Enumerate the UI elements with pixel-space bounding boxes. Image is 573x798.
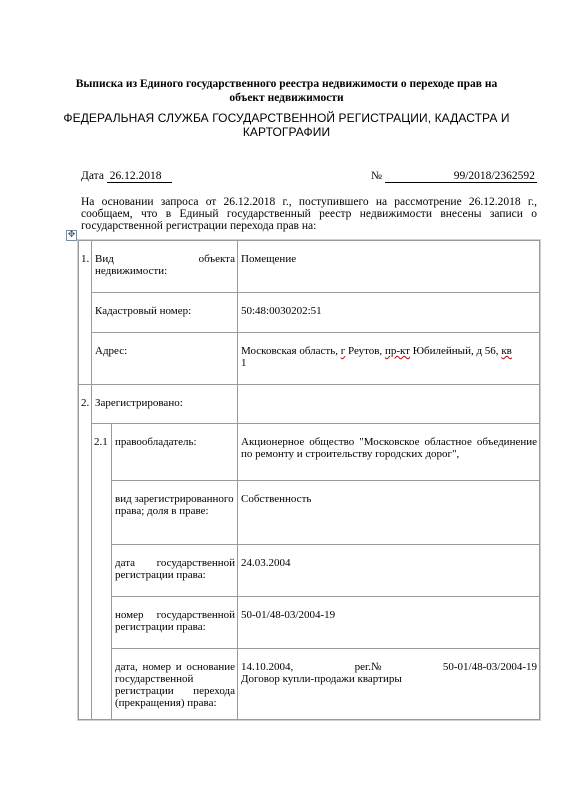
intro-paragraph: На основании запроса от 26.12.2018 г., поступившего на рассмотрение 26.12.2018 г., сообщаем, что в Единый государственный реестр недвижимости внесены записи о государственной регистрации перехода прав на: xyxy=(81,196,537,232)
document-number-field xyxy=(371,170,537,183)
date-value: 26.12.2018 xyxy=(107,170,172,183)
object-type-value: Помещение xyxy=(238,241,540,293)
address-text: Московская область, xyxy=(241,345,341,357)
address-value xyxy=(238,333,540,385)
table-row xyxy=(79,424,540,481)
cadastral-value: 50:48:0030202:51 xyxy=(238,293,540,333)
document-number-value: 99/2018/2362592 xyxy=(385,170,537,183)
holder-value: Акционерное общество "Московское областное объединение по ремонту и строительству городских дорог", xyxy=(238,424,540,481)
table-row xyxy=(79,597,540,649)
basis-value xyxy=(238,649,540,720)
row-number: 2. xyxy=(79,385,92,720)
address-text: Юбилейный, д 56, xyxy=(410,345,502,357)
document-number-label: № xyxy=(371,170,382,182)
table-row xyxy=(79,649,540,720)
reg-number-label: номер государственной регистрации права: xyxy=(112,597,238,649)
reg-number-value: 50-01/48-03/2004-19 xyxy=(238,597,540,649)
address-label: Адрес: xyxy=(92,333,238,385)
address-text: кв xyxy=(501,345,512,357)
agency-name xyxy=(0,111,573,139)
cadastral-label: Кадастровый номер: xyxy=(92,293,238,333)
address-text: 1 xyxy=(241,357,247,369)
date-label: Дата xyxy=(81,170,104,182)
title-line-1: Выписка из Единого государственного реестра недвижимости о переходе прав на xyxy=(75,78,498,90)
registered-value xyxy=(238,385,540,424)
agency-line-1: ФЕДЕРАЛЬНАЯ СЛУЖБА ГОСУДАРСТВЕННОЙ РЕГИСТРАЦИИ, КАДАСТРА И xyxy=(63,111,510,125)
registered-label: Зарегистрировано: xyxy=(92,385,238,424)
row-number: 1. xyxy=(79,241,92,385)
reg-date-value: 24.03.2004 xyxy=(238,545,540,597)
reg-date-label: дата государственной регистрации права: xyxy=(112,545,238,597)
object-type-label-word: Вид xyxy=(95,253,114,265)
object-type-label-word: объекта xyxy=(198,253,235,265)
table-row xyxy=(79,241,540,293)
basis-document: Договор купли-продажи квартиры xyxy=(241,673,402,685)
address-text: Реутов, xyxy=(345,345,385,357)
table-row xyxy=(79,481,540,545)
title-line-2: объект недвижимости xyxy=(229,92,344,104)
table-row xyxy=(79,545,540,597)
table-row xyxy=(79,293,540,333)
basis-reg-label: рег.№ xyxy=(354,661,382,673)
basis-date: 14.10.2004, xyxy=(241,661,294,673)
move-handle-icon[interactable]: ✥ xyxy=(67,230,76,240)
basis-label: дата, номер и основание государственной регистрации перехода (прекращения) права: xyxy=(112,649,238,720)
holder-label: правообладатель: xyxy=(112,424,238,481)
document-title xyxy=(0,77,573,105)
basis-number: 50-01/48-03/2004-19 xyxy=(442,661,537,673)
registry-table xyxy=(78,240,540,720)
right-type-value: Собственность xyxy=(238,481,540,545)
agency-line-2: КАРТОГРАФИИ xyxy=(242,125,331,139)
right-type-label: вид зарегистрированного права; доля в праве: xyxy=(112,481,238,545)
object-type-label-word: недвижимости: xyxy=(95,265,168,277)
object-type-label xyxy=(92,241,238,293)
date-field xyxy=(81,170,172,183)
table-row xyxy=(79,385,540,424)
address-text: г xyxy=(340,345,346,357)
sub-row-number: 2.1 xyxy=(92,424,112,720)
table-row xyxy=(79,333,540,385)
address-text: пр-кт xyxy=(384,345,410,357)
